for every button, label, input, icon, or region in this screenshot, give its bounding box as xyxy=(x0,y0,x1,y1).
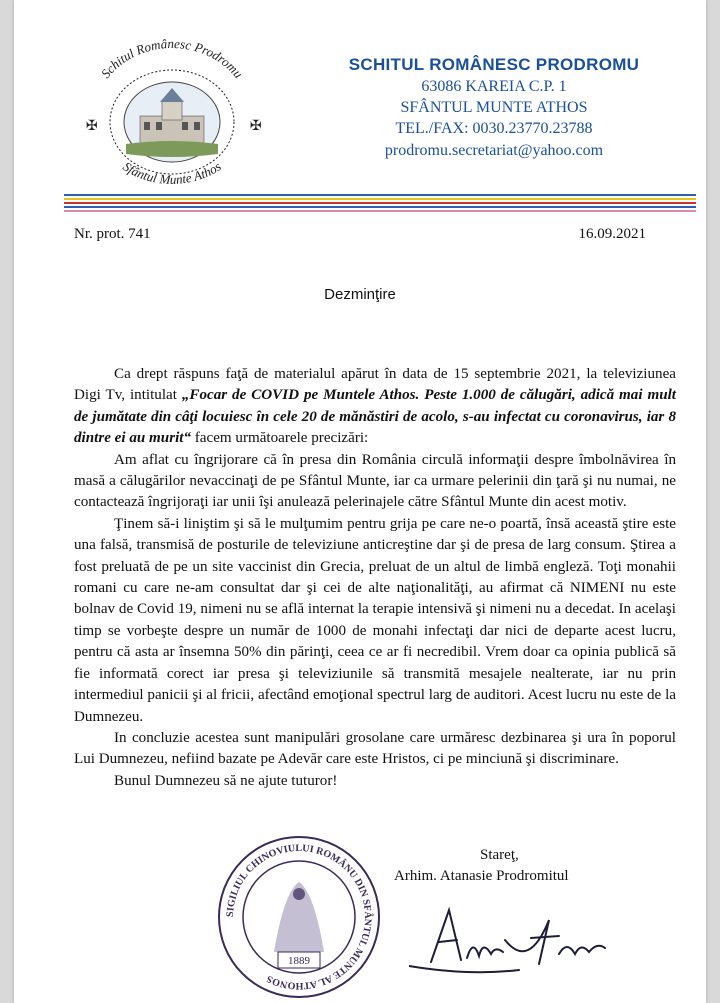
paragraph: Bunul Dumnezeu să ne ajute tuturor! xyxy=(114,772,338,789)
logo-bottom-text: Sfântul Munte Athos xyxy=(120,158,224,187)
stripe xyxy=(64,194,696,196)
monastery-emblem-icon xyxy=(54,18,286,202)
monastery-name: SCHITUL ROMÂNESC PRODROMU xyxy=(348,55,640,74)
document-date: 16.09.2021 xyxy=(578,226,646,242)
quoted-headline: „Focar de COVID pe Muntele Athos. Peste 1.000 de călugări, adică mai mult de jumătate din câţi locuiesc în cele 20 de mănăstiri de acolo, s-au infectat cu coronavirus, iar 8 dintre ei au murit“ xyxy=(74,387,676,447)
seal-text: SIGILIUL CHINOVIULUI ROMÂNU DIN SFÂNTUL MUNTE AL ATHONOS xyxy=(224,842,374,992)
letterhead xyxy=(314,55,674,160)
stripe xyxy=(64,210,696,212)
logo-top-text: Schitul Românesc Prodromu xyxy=(97,35,247,81)
decorative-stripes xyxy=(64,194,696,214)
signer-name: Arhim. Atanasie Prodromitul xyxy=(394,868,569,884)
location: SFÂNTUL MUNTE ATHOS xyxy=(400,99,588,116)
svg-text:✠: ✠ xyxy=(86,118,98,134)
stripe xyxy=(64,198,696,200)
svg-text:✠: ✠ xyxy=(250,118,262,134)
svg-text:Sfântul Munte Athos xyxy=(120,159,223,188)
p1-end: facem următoarele precizări: xyxy=(191,430,369,447)
p1-intro: Ca drept răspuns faţă de materialul apărut în data de 15 septembrie 2021, la televiziunea Digi Tv, intitulat xyxy=(74,366,676,404)
handwritten-signature xyxy=(409,880,609,980)
paragraph xyxy=(74,364,676,450)
seal-icon xyxy=(214,832,384,1002)
seal-year: 1889 xyxy=(288,955,310,967)
paragraph: Ţinem să-i liniştim şi să le mulţumim pentru grija pe care ne-o poartă, însă această ştire este una falsă, transmisă de posturile de televiziune anticreştine dar şi de presa de larg consum. Ştirea a fost preluată de pe un site vaccinist din Grecia, preluat de un altul de limbă engleză. Toţi monahii romani cu care ne-am consultat dar şi cei de alte naţionalităţi, au afirmat că NIMENI nu este bolnav de Covid 19, nimeni nu se află internat la terapie intensivă şi nimeni nu a decedat. In acelaşi timp se vorbeşte despre un număr de 1000 de monahi infectaţi dar nici de departe acest lucru, pentru că asta ar însemna 50% din părinţi, ceea ce ar fi necredibil. Vrem doar ca opinia publică să fie informată corect iar presa şi televiziunile să transmită mesajele nealterate, iar nu prin intermediul panicii şi al fricii, afectând emoţional spectrul larg de auditori. Acest lucru nu este de la Dumnezeu. xyxy=(74,515,676,725)
paragraph: In concluzie acestea sunt manipulări grosolane care urmăresc dezbinarea şi ura în poporul Lui Dumnezeu, nefiind bazate pe Adevăr care este Hristos, ci pe minciună şi discriminare. xyxy=(74,729,676,768)
stripe xyxy=(64,206,696,208)
letter-page xyxy=(14,0,706,1003)
phone: TEL./FAX: 0030.23770.23788 xyxy=(395,120,593,137)
stripe xyxy=(64,202,696,204)
svg-text:Schitul Românesc Prodromu xyxy=(98,36,247,81)
letter-body xyxy=(74,364,676,792)
signer-role: Stareţ, xyxy=(480,847,519,863)
email: prodromu.secretariat@yahoo.com xyxy=(384,142,604,159)
protocol-number: Nr. prot. 741 xyxy=(74,226,151,242)
paragraph: Am aflat cu îngrijorare că în presa din România circulă informaţii despre îmbolnăvirea în masă a călugărilor nevaccinaţi de pe Sfântul Munte, iar ca urmare pelerinii din ţară şi nu numai, ne contactează îngrijoraţi iar unii îşi anulează pelerinajele către Sfântul Munte din acest motiv. xyxy=(74,451,676,511)
document-title: Dezminţire xyxy=(324,286,396,303)
address: 63086 KAREIA C.P. 1 xyxy=(421,78,567,95)
